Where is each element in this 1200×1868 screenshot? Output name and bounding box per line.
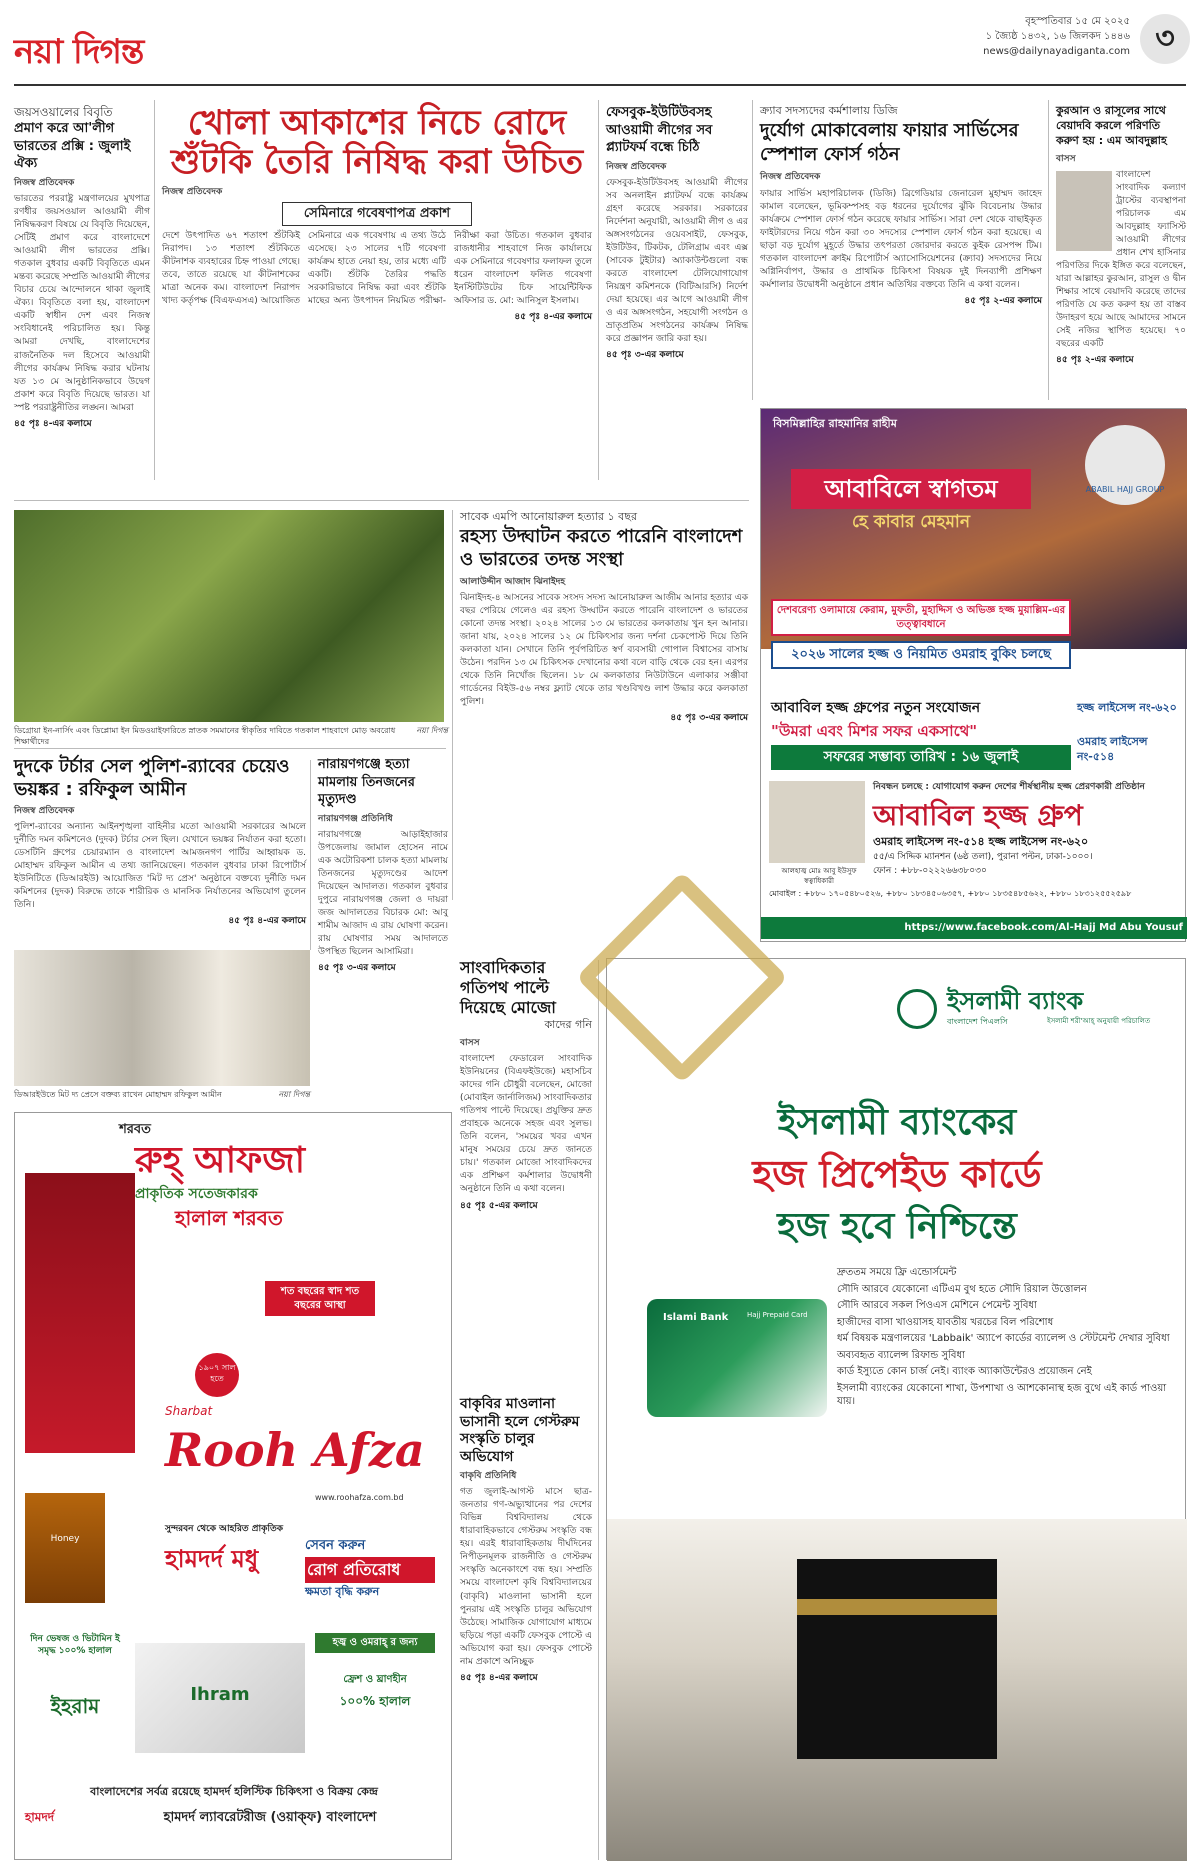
newspaper-logo <box>14 30 214 76</box>
date-block <box>830 14 1130 59</box>
column-divider <box>1048 100 1049 400</box>
bank-brand-sub: বাংলাদেশ পিএলসি <box>947 1017 1008 1026</box>
ad-reg-line: নিবন্ধন চলছে : যোগাযোগ করুন দেশের শীর্ষস্থানীয় হজ্জ প্রেরণকারী প্রতিষ্ঠান <box>873 782 1145 792</box>
article-facebook <box>606 104 748 496</box>
masthead-rule <box>14 84 1186 86</box>
logo-caption: ABABIL HAJJ GROUP <box>1085 485 1165 494</box>
ad-ihram-right-3: ১০০% হালাল <box>339 1694 411 1708</box>
continued-note: ৪৫ পৃঃ ৩-এর কলামে <box>318 963 396 974</box>
ad-owner-name: আলহাজ্ব মোঃ আবু ইউসুফ <box>781 867 857 875</box>
ad-licenses-line: ওমরাহ লাইসেন্স নং-৫১৪ হজ্জ লাইসেন্স নং-৬২০ <box>873 835 1089 848</box>
ad-badge: শত বছরের স্বাদ শত বছরের আস্থা <box>265 1281 375 1316</box>
article-body: পুলিশ-র‍্যাবের অন্যান্য আইনশৃঙ্খলা বাহিনীর মতো আওয়ামী সরকারের আমলে দুর্নীতি দমন কমিশনেও (দুদক) টর্চার সেল ছিল। যেখানে ভয়ঙ্কর নির্যাতন করা হতো। ডেসটিনি গ্রুপের চেয়ারম্যান ও বাংলাদেশ আমজনগণ পার্টির আহ্বায়ক ড. মোহাম্মদ রফিকুল আমীন এ তথ্য জানিয়েছেন। গতকাল বুধবার ঢাকা রিপোর্টার্স ইউনিটিতে (ডিআরইউ) আয়োজিত 'মিট দ্য প্রেস' অনুষ্ঠানে বক্তব্যে দুর্নীতি দমন কমিশনের (দুদক) বিরুদ্ধে তাকে শারীরিক ও মানসিক নির্যাতনের অভিযোগ তুলেন তিনি। <box>14 822 306 911</box>
article-byline: আলাউদ্দীন আজাদ ঝিনাইদহ <box>460 576 566 587</box>
ad-honey-cta-3: ক্ষমতা বৃদ্ধি করুন <box>305 1585 380 1598</box>
ad-hamdard[interactable] <box>14 1112 452 1860</box>
article-headline-line2[interactable]: শুঁটকি তৈরি নিষিদ্ধ করা উচিত <box>170 142 584 183</box>
article-body: বাংলাদেশ সাংবাদিক কল্যাণ ট্রাস্টের ব্যবস্থাপনা পরিচালক এম আবদুল্লাহ ফ্যাসিস্ট আওয়ামী লীগের প্রধান শেখ হাসিনার পরিণতির দিকে ইঙ্গিত করে বলেছেন, যারা আল্লাহর কুরআন, রাসুল ও দ্বীন শিক্ষার সাথে বেয়াদবি করেছে তাদের পরিণতি যে কত করুণ হয় তা বাস্তব উদাহরণ হয়ে আছে আমাদের সামনে সেই নজির স্থাপিত হয়েছে। ৭০ বছরের একটি <box>1056 169 1186 350</box>
feature-item: কার্ড ইস্যুতে কোন চার্জ নেই। ব্যাংক অ্যাকাউন্টেরও প্রয়োজন নেই <box>837 1366 1092 1377</box>
article-fire-service <box>760 104 1042 400</box>
feature-item: ইসলামী ব্যাংকের যেকোনো শাখা, উপশাখা ও আশকোনাস্থ হজ বুথে এই কার্ড পাওয়া যায়। <box>837 1382 1167 1407</box>
article-byline: নিজস্ব প্রতিবেদক <box>14 806 75 816</box>
article-body: গত জুলাই-আগস্ট মাসে ছাত্র-জনতার গণ-অভ্যুত্থানের পর দেশের বিভিন্ন বিশ্ববিদ্যালয় থেকে ধারাবাহিকভাবে গেস্টরুম সংস্কৃতি বন্ধ হয়। এরই ধারাবাহিকতায় দীর্ঘদিনের নিপীড়নমূলক রাজনীতি ও গেস্টরুম সংস্কৃতি অনেকাংশে বন্ধ হয়। সম্প্রতি সময়ে বাংলাদেশ কৃষি বিশ্ববিদ্যালয়ের (বাকৃবি) মাওলানা ভাসানী হলে পুনরায় এই সংস্কৃতি চালুর অভিযোগ উঠেছে। সামাজিক যোগাযোগ মাধ্যমে ছড়িয়ে পড়া একটি ফেসবুক পোস্টে এ অভিযোগ করা হয়। ফেসবুক পোস্টে নাম প্রকাশে অনিচ্ছুক <box>460 1487 592 1667</box>
kaaba-band <box>797 1599 997 1615</box>
article-byline: বাসস <box>1056 153 1076 164</box>
article-byline: নিজস্ব প্রতিবেদক <box>760 172 821 183</box>
article-headline[interactable]: সাংবাদিকতার গতিপথ পাল্টে দিয়েছে মোজো <box>460 958 556 1017</box>
continued-note: ৪৫ পৃঃ ২-এর কলামে <box>964 295 1042 306</box>
ad-honey-cta-2: রোগ প্রতিরোধ <box>305 1557 435 1583</box>
column-divider <box>598 960 599 1860</box>
continued-note: ৪৫ পৃঃ ৪-এর কলামে <box>460 1672 538 1683</box>
continued-note: ৪৫ পৃঃ ৩-এর কলামে <box>670 713 748 724</box>
article-bakribi <box>460 1396 592 1860</box>
ad-rooh-name: রুহ্ আফজা <box>135 1140 306 1181</box>
card-label: Hajj Prepaid Card <box>747 1311 808 1319</box>
article-headline[interactable]: দুদকে টর্চার সেল পুলিশ-র‍্যাবের চেয়েও ভয়ঙ্কর : রফিকুল আমীন <box>14 756 290 800</box>
ad-ihram-right-2: ফ্রেশ ও ঘ্রাণহীন <box>343 1674 407 1685</box>
section-divider <box>14 500 749 501</box>
article-body: দেশে উৎপাদিত ৬৭ শতাংশ শুঁটকিই নিরাপদ। ১৩ শতাংশ শুঁটকিতে কীটনাশক ব্যবহারের চিহ্ন পাওয়া গেছে। তবে, তাতে রয়েছে যা কীটনাশকের মাত্রা অনেক কম। বাংলাদেশ নিরাপদ খাদ্য কর্তৃপক্ষ (বিএফএসএ) আয়োজিত সেমিনারে এক গবেষণায় এ তথ্য উঠে এসেছে। ২৩ সালের ৭টি গবেষণা কার্যক্রম হাতে নেয়া হয়, তার মধ্যে এটি একটি। শুঁটকি তৈরির পদ্ধতি সরকারিভাবে নিষিদ্ধ করা এবং শুঁটকি মাছের অন্য উৎপাদন নিয়মিত পরীক্ষা-নিরীক্ষা করা উচিত। গতকাল বুধবার রাজধানীর শাহবাগে নিজ কার্যালয়ে এক সেমিনারে গবেষণার ফলাফল তুলে ধরেন বাংলাদেশ ফলিত গবেষণা ইনস্টিটিউটের চিফ সায়েন্টিফিক অফিসার ড. মো: আনিসুল ইসলাম। <box>162 230 592 307</box>
ad-tagline-1: প্রাকৃতিক সতেজকারক <box>135 1186 258 1202</box>
protest-photo <box>14 510 444 722</box>
ad-honey-cta-1: সেবন করুন <box>305 1538 366 1553</box>
ad-sharbat: শরবত <box>119 1122 151 1137</box>
article-body: নারায়ণগঞ্জে আড়াইহাজার উপজেলায় জামাল হোসেন নামে এক অটোরিকশা চালক হত্যা মামলায় তিনজনের মৃত্যুদণ্ডের আদেশ দিয়েছেন আদালত। গতকাল বুধবার দুপুরে নারায়ণগঞ্জ জেলা ও দায়রা জজ আদালতের বিচারক মো: আবু শামীম আজাদ এ রায় ঘোষণা করেন। রায় ঘোষণার সময় আদালতে উপস্থিত ছিলেন আসামিরা। <box>318 829 448 958</box>
ad-new-program: আবাবিল হজ্জ গ্রুপের নতুন সংযোজন <box>771 700 981 716</box>
ad-since-badge: ১৯০৭ সাল হতে <box>195 1353 239 1397</box>
ad-ababil-hajj[interactable] <box>760 408 1186 942</box>
column-divider <box>598 100 599 480</box>
continued-note: ৪৫ পৃঃ ৪-এর কলামে <box>514 312 592 323</box>
ad-bismillah: বিসমিল্লাহির রাহমানির রাহীম <box>773 417 897 430</box>
article-headline-line1[interactable]: খোলা আকাশের নিচে রোদে <box>187 103 567 143</box>
date-line-1: বৃহস্পতিবার ১৫ মে ২০২৫ <box>1025 16 1130 27</box>
ad-headline-3: হজ হবে নিশ্চিন্তে <box>777 1206 1017 1247</box>
article-byline: নিজস্ব প্রতিবেদক <box>606 161 667 172</box>
article-jaiswal <box>14 104 150 484</box>
article-quran <box>1056 104 1186 400</box>
bank-logo-icon <box>897 989 937 1029</box>
email-address[interactable]: news@dailynayadiganta.com <box>983 46 1130 57</box>
feature-item: দ্রুততম সময়ে ফ্রি এন্ডোর্সমেন্ট <box>837 1267 957 1278</box>
ad-ihram-box: Ihram <box>190 1684 250 1705</box>
article-torture-cell <box>14 756 306 942</box>
press-conference-photo <box>14 950 310 1086</box>
date-line-2: ১ জ্যৈষ্ঠ ১৪৩২, ১৬ জিলকদ ১৪৪৬ <box>985 31 1130 42</box>
photo-credit: নয়া দিগন্ত <box>416 726 448 735</box>
article-narayanganj <box>318 756 448 1104</box>
feature-item: অব্যবহৃত ব্যালেন্স রিফান্ড সুবিধা <box>837 1349 966 1361</box>
article-byline: নারায়ণগঞ্জ প্রতিনিধি <box>318 813 393 824</box>
column-divider <box>310 760 311 950</box>
ad-booking: ২০২৬ সালের হজ্জ ও নিয়মিত ওমরাহ বুকিং চলছে <box>771 641 1071 669</box>
hamdard-logo: হামদর্দ <box>25 1810 55 1824</box>
feature-item: সৌদি আরবে সকল পিওএস মেশিনে পেমেন্ট সুবিধা <box>837 1300 1037 1311</box>
ad-headline-2: হজ প্রিপেইড কার্ডে <box>752 1152 1042 1196</box>
ad-address: ৫৫/এ সিদ্দিক ম্যানশন (৬ষ্ঠ তলা), পুরানা পল্টন, ঢাকা-১০০০। <box>873 852 1093 862</box>
continued-note: ৪৫ পৃঃ ৫-এর কলামে <box>460 1200 538 1211</box>
ad-website[interactable]: www.roohafza.com.bd <box>315 1493 404 1502</box>
feature-item: হাজীদের বাসা খাওয়াসহ যাবতীয় খরচের বিল পরিশোধ <box>837 1316 1054 1328</box>
page-number: ৩ <box>1140 14 1190 64</box>
article-subhead: সেমিনারে গবেষণাপত্র প্রকাশ <box>282 202 472 226</box>
ad-ihram-left: দিন ভেষজ ও ভিটামিন ই সমৃদ্ধ ১০০% হালাল <box>30 1634 120 1657</box>
column-divider <box>752 100 753 400</box>
article-headline[interactable]: নারায়ণগঞ্জে হত্যা মামলায় তিনজনের মৃত্যুদণ্ড <box>318 757 415 808</box>
ad-mobile: মোবাইল : +৮৮০ ১৭০৫৪৮০৫২৬, +৮৮০ ১৮৩৪৫০৬৩৫৭, +৮৮০ ১৮৩৫৪৮৫৬২২, +৮৮০ ১৮৩১২৫৫২৫৯৮ <box>769 889 1132 898</box>
article-kicker: ক্র্যাব সদস্যদের কর্মশালায় ডিজি <box>760 104 898 117</box>
ad-welcome-sub: হে কাবার মেহমান <box>851 512 970 532</box>
ad-footer-1: বাংলাদেশের সর্বত্র রয়েছে হামদর্দ হলিস্টিক চিকিৎসা ও বিক্রয় কেন্দ্র <box>90 1785 378 1798</box>
ad-tagline-2: হালাল শরবত <box>175 1206 283 1230</box>
logo-text: নয়া দিগন্ত <box>14 32 144 72</box>
ad-license-1: হজ্জ লাইসেন্স নং-৬২০ <box>1077 701 1177 714</box>
feature-item: সৌদি আরবে যেকোনো এটিএম বুথ হতে সৌদি রিয়াল উত্তোলন <box>837 1283 1087 1295</box>
ad-honey-label: Honey <box>50 1534 80 1544</box>
ad-welcome: আবাবিলে স্বাগতম <box>791 469 1031 509</box>
photo-caption: ডিগ্রোয়া ইন-নার্সিং এবং ডিপ্লোমা ইন মিডওয়াইফারিতে স্নাতক সমমানের স্বীকৃতির দাবিতে গতকাল শাহবাগে মোড় অবরোধ শিক্ষার্থীদের <box>14 726 396 746</box>
article-body: বাংলাদেশ ফেডারেল সাংবাদিক ইউনিয়নের (বিএফইউজে) মহাসচিব কাদের গনি চৌধুরী বলেছেন, মোজো (মোবাইল জার্নালিজম) সাংবাদিকতার গতিপথ পাল্টে দিয়েছে। প্রযুক্তির দ্রুত প্রবাহকে অনেকে সহজ এবং সুলভ। তিনি বলেন, 'সময়ের খবর এখন মানুষ সময়ের চেয়ে দ্রুত জানতে চায়।' গতকাল মোজো সাংবাদিকদের এক প্রশিক্ষণ কর্মশালার উদ্বোধনী অনুষ্ঠানে তিনি এ কথা বলেন। <box>460 1053 592 1195</box>
article-headline[interactable]: কুরআন ও রাসূলের সাথে বেয়াদবি করলে পরিণতি করুণ হয় : এম আবদুল্লাহ <box>1056 104 1167 147</box>
ad-honey-intro: সুন্দরবন থেকে আহরিত প্রাকৃতিক <box>165 1524 284 1534</box>
ad-islami-bank[interactable] <box>606 958 1186 1860</box>
article-byline: নিজস্ব প্রতিবেদক <box>14 177 75 188</box>
ad-scholars: দেশবরেণ্য ওলামায়ে কেরাম, মুফতী, মুহাদ্দিস ও অভিজ্ঞ হজ্জ মুয়াল্লিম-এর তত্ত্বাবধানে <box>771 599 1071 636</box>
ad-owner-role: স্বত্বাধিকারী <box>804 877 834 885</box>
article-byline: বাকৃবি প্রতিনিধি <box>460 1471 517 1481</box>
section-divider <box>14 748 446 749</box>
article-body: ফেসবুক-ইউটিউবসহ আওয়ামী লীগের সব অনলাইন প্ল্যাটফর্ম বন্ধে কার্যক্রম গ্রহণ করেছে সরকার। সরকারের নির্দেশনা অনুযায়ী, আওয়ামী লীগ ও এর অঙ্গসংগঠনের ওয়েবসাইট, ফেসবুক, ইউটিউব, টিকটক, টেলিগ্রাম এবং এক্স (সাবেক টুইটার) অ্যাকাউন্টগুলো বন্ধ করতে বাংলাদেশ টেলিযোগাযোগ নিয়ন্ত্রণ কমিশনকে (বিটিআরসি) নির্দেশ দেয়া হয়েছে। এর আগে আওয়ামী লীগ ও এর অঙ্গসংগঠন, সহযোগী সংগঠন ও ভ্রাতৃপ্রতিম সংগঠনের কার্যক্রম নিষিদ্ধ করে প্রজ্ঞাপন জারি করা হয়। <box>606 177 748 345</box>
kaaba-image <box>797 1559 997 1759</box>
article-body: ফায়ার সার্ভিস মহাপরিচালক (ডিজি) ব্রিগেডিয়ার জেনারেল মুহাম্মদ জাহেদ কামাল বলেছেন, ভূমিকম্পসহ বড় ধরনের দুর্যোগের ঝুঁকি বিবেচনায় উদ্ধার কার্যক্রমে স্পেশাল ফোর্স গঠন করেছে ফায়ার সার্ভিস। সারা দেশ থেকে বাছাইকৃত ফাইটারদের নিয়ে গঠন করা ৩০ সদস্যের স্পেশাল ফোর্স গঠন করা হয়েছে। এ ছাড়া বড় দুর্যোগ মুহূর্তে উদ্ধার তৎপরতা জোরদার করতে কুইক রেসপন্স টিম। গতকাল বাংলাদেশ ক্রাইম রিপোর্টার্স অ্যাসোসিয়েশনের (ক্র্যাব) সদস্যদের নিয়ে অগ্নিনির্বাপণ, উদ্ধার ও প্রাথমিক চিকিৎসা বিষয়ক দুই দিনব্যাপী প্রশিক্ষণ কর্মশালার উদ্বোধনী অনুষ্ঠানে প্রধান অতিথির বক্তব্যে তিনি এ কথা বলেন। <box>760 188 1042 290</box>
article-kicker: সাবেক এমপি আনোয়ারুল হত্যার ১ বছর <box>460 510 638 523</box>
article-kicker: কাদের গনি <box>544 1018 592 1031</box>
continued-note: ৪৫ পৃঃ ৪-এর কলামে <box>14 418 92 429</box>
ad-facebook-link[interactable]: https://www.facebook.com/Al-Hajj Md Abu Yousuf <box>761 917 1187 939</box>
ad-company-name: আবাবিল হজ্জ গ্রুপ <box>873 799 1083 832</box>
article-headline[interactable]: দুর্যোগ মোকাবেলায় ফায়ার সার্ভিসের স্পেশাল ফোর্স গঠন <box>760 119 1019 166</box>
article-shutki <box>162 104 592 496</box>
ad-travel-date: সফরের সম্ভাব্য তারিখ : ১৬ জুলাই <box>771 745 1071 770</box>
ad-footer-2: হামদর্দ ল্যাবরেটরীজ (ওয়াক্ফ) বাংলাদেশ <box>163 1810 377 1825</box>
bank-tagline: ইসলামী শরী'আহ্ অনুযায়ী পরিচালিত <box>1047 1017 1151 1025</box>
ad-ihram-right-1: হজ্ব ও ওমরাহ্ র জন্য <box>315 1633 435 1653</box>
article-body: ঝিনাইদহ-৪ আসনের সাবেক সংসদ সদস্য আনোয়ারুল আজীম আনার হত্যার এক বছর পেরিয়ে গেলেও এর রহস্য উদ্ঘাটন করতে পারেনি বাংলাদেশ ও ভারতের কোনো তদন্ত সংস্থা। ২০২৪ সালের ১৩ মে ভারতের কলকাতায় খুন হন আনার। জানা যায়, ২০২৪ সালের ১২ মে চিকিৎসার জন্য দর্শনা চেকপোস্ট দিয়ে তিনি কলকাতা যান। সেখানে তিনি পূর্বপরিচিত স্বর্ণ ব্যবসায়ী গোপাল বিশ্বাসের বাসায় উঠেন। পরদিন ১৩ মে চিকিৎসক দেখানোর কথা বলে বাড়ি থেকে বের হন। এরপর থেকে তিনি নিখোঁজ ছিলেন। ১৮ মে কলকাতার নিউটাউনে এলাকার সঞ্জীবা গার্ডেনের বিইউ-৫৬ নম্বর ফ্ল্যাট থেকে তার খণ্ডবিখণ্ড লাশ উদ্ধার করে কলকাতা পুলিশ। <box>460 592 748 708</box>
honey-jar <box>25 1493 105 1603</box>
continued-note: ৪৫ পৃঃ ৩-এর কলামে <box>606 350 684 361</box>
article-headline[interactable]: প্রমাণ করে আ'লীগ ভারতের প্রক্সি : জুলাই ঐক্য <box>14 121 131 172</box>
article-headline[interactable]: বাকৃবির মাওলানা ভাসানী হলে গেস্টরুম সংস্কৃতি চালুর অভিযোগ <box>460 1396 580 1465</box>
ad-brand-en-sub: Sharbat <box>165 1404 213 1418</box>
article-kicker: জয়সওয়ালের বিবৃতি <box>14 105 113 119</box>
photo-credit: নয়া দিগন্ত <box>278 1090 310 1099</box>
ad-headline-1: ইসলামী ব্যাংকের <box>777 1102 1017 1143</box>
feature-item: ধর্ম বিষয়ক মন্ত্রণালয়ের 'Labbaik' অ্যাপে কার্ডের ব্যালেন্স ও স্টেটমেন্ট দেখার সুবিধা <box>837 1333 1170 1344</box>
sharbat-bottle <box>25 1173 135 1453</box>
article-byline: নিজস্ব প্রতিবেদক <box>162 187 223 198</box>
column-divider <box>154 100 155 480</box>
article-anwarul <box>460 510 748 940</box>
ad-honey-brand: হামদর্দ মধু <box>165 1545 259 1573</box>
ad-phone: ফোন : +৮৮-০২২২৬৬৩৮০৩০ <box>873 866 987 876</box>
bank-brand: ইসলামী ব্যাংক <box>947 987 1084 1015</box>
ad-umrah-egypt: "উমরা এবং মিশর সফর একসাথে" <box>771 722 978 740</box>
article-mojo <box>460 958 592 1388</box>
owner-photo <box>769 781 865 863</box>
photo-caption: ডিআরইউতে মিট দ্য প্রেসে বক্তব্য রাখেন মোহাম্মদ রফিকুল আমীন <box>14 1090 222 1099</box>
feature-list <box>837 1263 1177 1412</box>
author-photo <box>1056 171 1112 251</box>
article-headline[interactable]: রহস্য উদ্ঘাটন করতে পারেনি বাংলাদেশ ও ভারতের তদন্ত সংস্থা <box>460 525 743 571</box>
article-byline: বাসস <box>460 1037 480 1048</box>
column-divider <box>452 510 453 900</box>
card-brand: Islami Bank <box>663 1312 729 1323</box>
article-body: ভারতের পররাষ্ট্র মন্ত্রণালয়ের মুখপাত্র রণধীর জয়সওয়াল আওয়ামী লীগ নিষিদ্ধকরণ বিষয়ে যে বিবৃতি দিয়েছেন, সেটিই প্রমাণ করে বাংলাদেশে আওয়ামী লীগ ভারতের প্রক্সি। গতকাল বুধবার একটি বিবৃতিতে এমন মন্তব্য করেছে সম্প্রতি আওয়ামী লীগের বিচার চেয়ে আন্দোলনে থাকা জুলাই ঐক্য। বিবৃতিতে বলা হয়, বাংলাদেশ একটি স্বাধীন দেশ এবং নিজস্ব সংবিধানেই পরিচালিত হয়। কিন্তু আমরা দেখছি, বাংলাদেশের রাজনৈতিক দল হিসেবে আওয়ামী লীগের কার্যক্রম নিষিদ্ধ করার ঘটনায় যত ১৩ মে আনুষ্ঠানিকভাবে উদ্বেগ প্রকাশ করে বিবৃতি দিয়েছে ভারত। যা স্পষ্ট পররাষ্ট্রনীতির লঙ্ঘন। আমরা <box>14 193 151 413</box>
ababil-logo <box>1085 425 1165 505</box>
continued-note: ৪৫ পৃঃ ৪-এর কলামে <box>228 916 306 927</box>
continued-note: ৪৫ পৃঃ ২-এর কলামে <box>1056 355 1134 366</box>
ad-ihram-brand: ইহরাম <box>50 1694 100 1718</box>
ad-brand-en: Rooh Afza <box>165 1423 425 1477</box>
article-headline[interactable]: ফেসবুক-ইউটিউবসহ আওয়ামী লীগের সব প্ল্যাটফর্ম বন্ধে চিঠি <box>606 105 713 156</box>
ad-license-2: ওমরাহ লাইসেন্স নং-৫১৪ <box>1077 735 1148 763</box>
